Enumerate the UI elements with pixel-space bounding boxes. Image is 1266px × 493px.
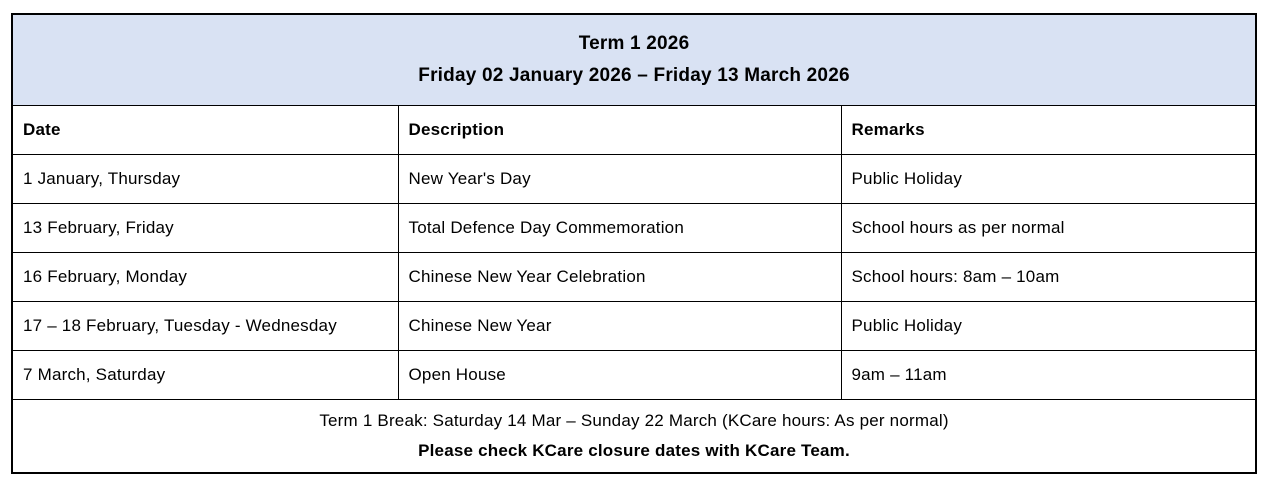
table-row bbox=[12, 155, 1256, 204]
table-title-cell bbox=[12, 14, 1256, 106]
date-cell: 17 – 18 February, Tuesday - Wednesday bbox=[12, 302, 398, 351]
term-calendar-table bbox=[11, 13, 1257, 474]
remarks-cell: Public Holiday bbox=[841, 155, 1256, 204]
date-cell: 16 February, Monday bbox=[12, 253, 398, 302]
remarks-cell: Public Holiday bbox=[841, 302, 1256, 351]
table-title: Term 1 2026 bbox=[578, 33, 690, 54]
description-cell: Open House bbox=[398, 351, 841, 400]
column-header-description: Description bbox=[398, 106, 841, 155]
remarks-cell: School hours: 8am – 10am bbox=[841, 253, 1256, 302]
term-break-note: Term 1 Break: Saturday 14 Mar – Sunday 22 March (KCare hours: As per normal) bbox=[319, 411, 949, 430]
description-cell: Chinese New Year Celebration bbox=[398, 253, 841, 302]
date-cell: 7 March, Saturday bbox=[12, 351, 398, 400]
column-header-remarks: Remarks bbox=[841, 106, 1256, 155]
table-title-row bbox=[12, 14, 1256, 106]
date-cell: 13 February, Friday bbox=[12, 204, 398, 253]
table-header-row bbox=[12, 106, 1256, 155]
description-cell: New Year's Day bbox=[398, 155, 841, 204]
table-footer-row bbox=[12, 400, 1256, 474]
table-row bbox=[12, 302, 1256, 351]
table-footer-cell bbox=[12, 400, 1256, 474]
kcare-closure-note: Please check KCare closure dates with KCare Team. bbox=[418, 441, 850, 460]
description-cell: Chinese New Year bbox=[398, 302, 841, 351]
description-cell: Total Defence Day Commemoration bbox=[398, 204, 841, 253]
table-row bbox=[12, 351, 1256, 400]
table-row bbox=[12, 204, 1256, 253]
table-row bbox=[12, 253, 1256, 302]
remarks-cell: School hours as per normal bbox=[841, 204, 1256, 253]
date-cell: 1 January, Thursday bbox=[12, 155, 398, 204]
column-header-date: Date bbox=[12, 106, 398, 155]
remarks-cell: 9am – 11am bbox=[841, 351, 1256, 400]
table-date-range: Friday 02 January 2026 – Friday 13 March 2026 bbox=[418, 65, 850, 86]
